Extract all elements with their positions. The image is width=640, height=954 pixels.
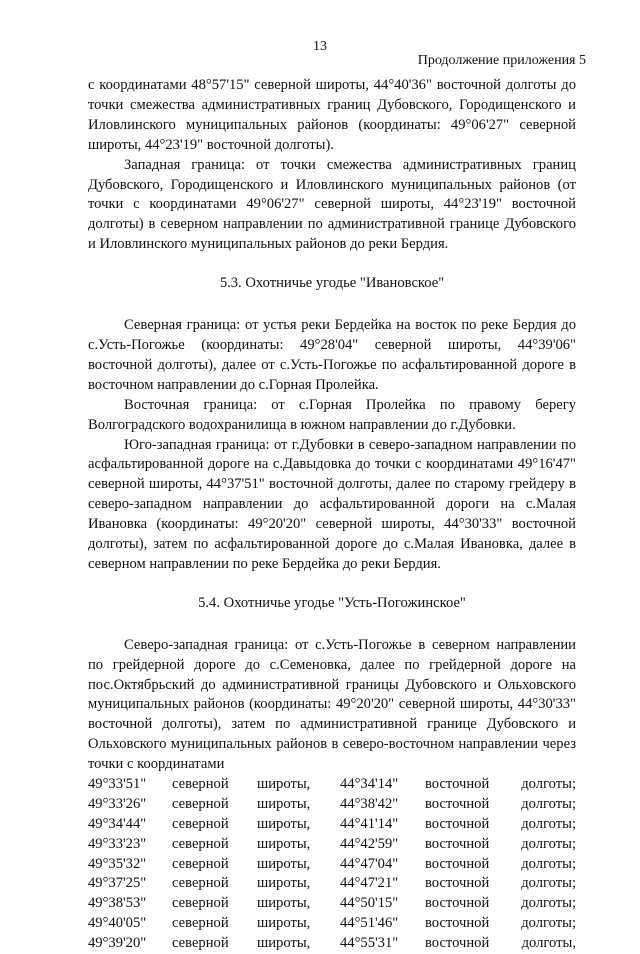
longitude-word: восточной [425, 935, 490, 952]
latitude-value: 49°33'23" [88, 835, 147, 852]
longitude-word: восточной [425, 915, 490, 932]
longitude-word: долготы; [521, 835, 576, 852]
coordinate-row [88, 835, 576, 855]
longitude-word: восточной [425, 815, 490, 832]
longitude-word: долготы; [521, 875, 576, 892]
paragraph: Северная граница: от устья реки Бердейка на восток по реке Бердия до с.Усть-Погожье (координаты: 49°28'04" северной широты, 44°39'06" восточной долготы), далее от с.Усть-Погожье по асфальтированной дороге в восточном направлении до с.Горная Пролейка. [88, 317, 576, 393]
longitude-value: 44°47'21" [340, 875, 399, 892]
longitude-word: долготы; [521, 915, 576, 932]
latitude-word: северной [172, 855, 229, 872]
longitude-word: долготы; [521, 895, 576, 912]
longitude-value: 44°50'15" [340, 895, 399, 912]
latitude-word: широты, [257, 815, 311, 832]
latitude-value: 49°33'51" [88, 776, 147, 792]
longitude-word: долготы; [521, 776, 576, 792]
longitude-value: 44°55'31" [340, 935, 399, 952]
coordinate-row [88, 815, 576, 835]
latitude-word: широты, [257, 895, 311, 912]
latitude-word: широты, [257, 915, 311, 932]
longitude-word: долготы; [521, 795, 576, 812]
coordinate-row [88, 934, 576, 954]
latitude-word: северной [172, 835, 229, 852]
coordinate-list [88, 775, 576, 954]
section-heading: 5.3. Охотничье угодье "Ивановское" [219, 275, 445, 292]
longitude-word: восточной [425, 855, 490, 872]
longitude-word: долготы; [521, 815, 576, 832]
paragraph: Западная граница: от точки смежества административных границ Дубовского, Городищенского и Иловлинского муниципальных районов (от точки с координатами 49°06'27" северной широты, 44°23'19" восточной долготы) в северном направлении по административной границе Дубовского и Иловлинского муниципальных районов до реки Бердия. [88, 156, 576, 253]
latitude-word: широты, [257, 855, 311, 872]
section-heading: 5.4. Охотничье угодье "Усть-Погожинское" [198, 594, 466, 611]
longitude-word: восточной [425, 895, 490, 912]
latitude-value: 49°40'05" [88, 915, 147, 932]
paragraph: Северо-западная граница: от с.Усть-Погожье в северном направлении по грейдерной дороге до с.Семеновка, далее по грейдерной дороге на пос.Октябрьский до административной границы Дубовского и Ольховского муниципальных районов (координаты: 49°20'20" северной широты, 44°30'33" восточной долготы), затем по административной границе Дубовского и Ольховского муниципальных районов в северо-восточном направлении через точки с координатами [88, 636, 576, 773]
latitude-value: 49°37'25" [88, 875, 147, 892]
latitude-value: 49°38'53" [88, 895, 147, 912]
latitude-word: широты, [257, 875, 311, 892]
latitude-word: северной [172, 895, 229, 912]
latitude-value: 49°39'20" [88, 935, 147, 952]
document-body [88, 76, 576, 775]
longitude-value: 44°42'59" [340, 835, 399, 852]
longitude-value: 44°51'46" [340, 915, 399, 932]
longitude-word: восточной [425, 835, 490, 852]
longitude-value: 44°47'04" [340, 855, 399, 872]
coordinate-row [88, 855, 576, 875]
latitude-word: широты, [257, 935, 311, 952]
page-number: 13 [313, 39, 327, 54]
paragraph: Юго-западная граница: от г.Дубовки в северо-западном направлении по асфальтированной дороге на с.Давыдовка до точки с координатами 49°16'47" северной широты, 44°37'51" восточной долготы, далее по старому грейдеру в северо-западном направлении до асфальтированной дороги на с.Малая Ивановка (координаты: 49°20'20" северной широты, 44°30'33" восточной долготы), затем по асфальтированной дороге до с.Малая Ивановка, далее в северном направлении по реке Бердейка до реки Бердия. [88, 436, 576, 572]
longitude-word: долготы, [521, 935, 576, 952]
coordinate-row [88, 795, 576, 815]
latitude-word: северной [172, 915, 229, 932]
longitude-value: 44°34'14" [340, 776, 399, 792]
coordinate-row [88, 874, 576, 894]
latitude-value: 49°34'44" [88, 815, 147, 832]
latitude-word: северной [172, 815, 229, 832]
coordinate-row [88, 775, 576, 795]
longitude-word: восточной [425, 795, 490, 812]
latitude-word: северной [172, 795, 229, 812]
latitude-word: широты, [257, 795, 311, 812]
longitude-word: долготы; [521, 855, 576, 872]
latitude-word: широты, [257, 835, 311, 852]
coordinate-row [88, 894, 576, 914]
paragraph: с координатами 48°57'15" северной широты, 44°40'36" восточной долготы до точки смежества административных границ Дубовского, Городищенского и Иловлинского муниципальных районов (координаты: 49°06'27" северной широты, 44°23'19" восточной долготы). [88, 77, 576, 153]
latitude-word: северной [172, 875, 229, 892]
longitude-word: восточной [425, 776, 490, 792]
longitude-value: 44°38'42" [340, 795, 399, 812]
longitude-value: 44°41'14" [340, 815, 399, 832]
latitude-word: северной [172, 776, 229, 792]
continuation-note: Продолжение приложения 5 [417, 53, 586, 68]
latitude-value: 49°33'26" [88, 795, 147, 812]
longitude-word: восточной [425, 875, 490, 892]
latitude-word: широты, [257, 776, 311, 792]
latitude-word: северной [172, 935, 229, 952]
latitude-value: 49°35'32" [88, 855, 147, 872]
coordinate-row [88, 914, 576, 934]
paragraph: Восточная граница: от с.Горная Пролейка по правому берегу Волгоградского водохранилища в южном направлении до г.Дубовки. [88, 396, 576, 433]
